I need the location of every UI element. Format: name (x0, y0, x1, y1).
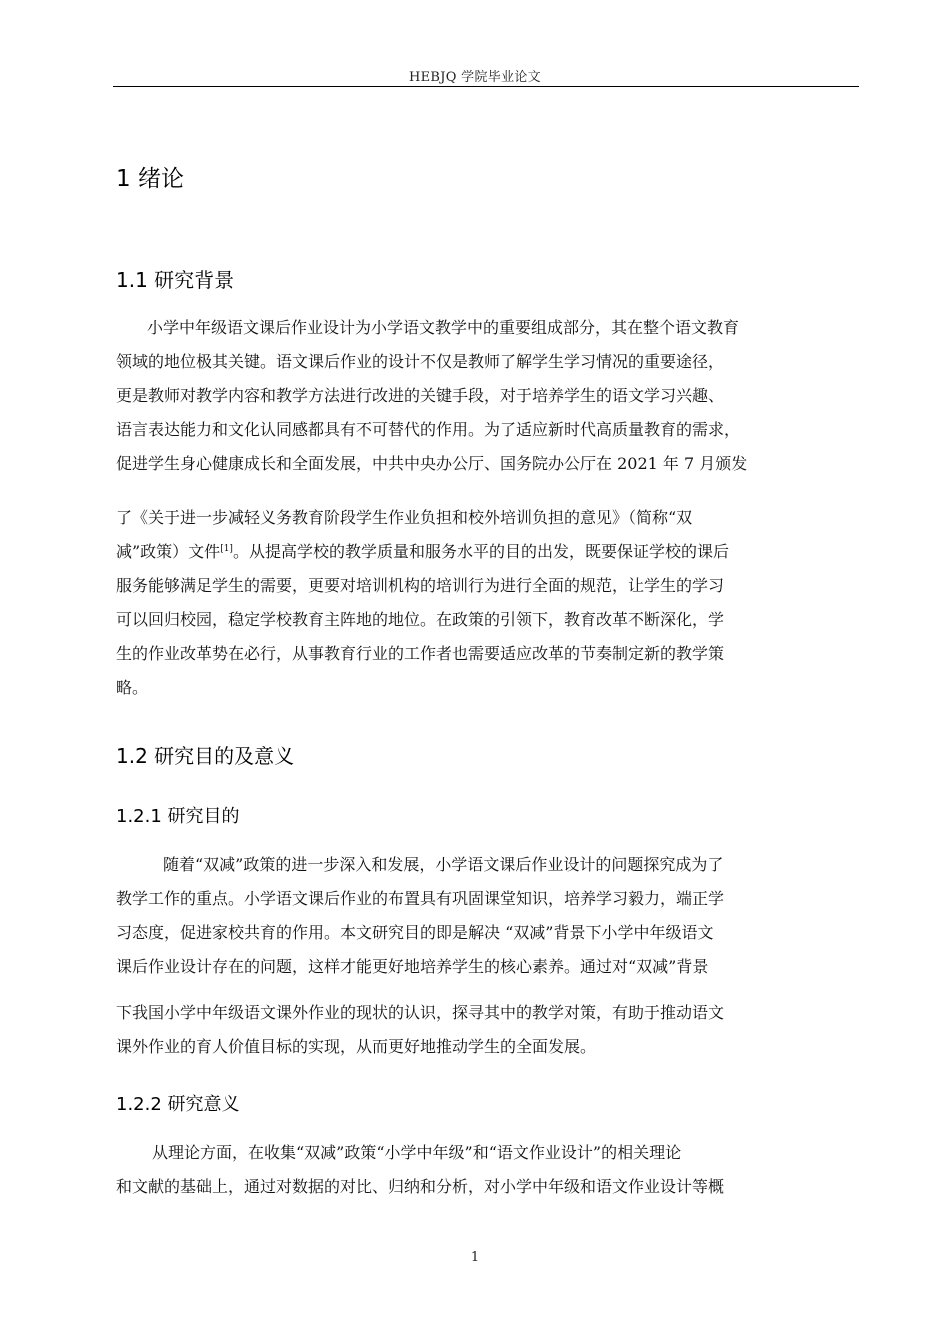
paragraph-line: 从理论方面，在收集“双减”政策“小学中年级”和“语文作业设计”的相关理论 (152, 1143, 682, 1162)
chapter-title: 1 绪论 (116, 166, 184, 192)
paragraph-line: 了《关于进一步减轻义务教育阶段学生作业负担和校外培训负担的意见》（简称“双 (116, 508, 693, 527)
paragraph-line: 教学工作的重点。小学语文课后作业的布置具有巩固课堂知识，培养学习毅力，端正学 (116, 889, 725, 908)
paragraph-line: 促进学生身心健康成长和全面发展，中共中央办公厅、国务院办公厅在 2021 年 7 月颁发 (116, 454, 748, 473)
section-title-1-2: 1.2 研究目的及意义 (116, 744, 295, 768)
paragraph-line-with-citation (116, 542, 729, 562)
paragraph-line: 下我国小学中年级语文课外作业的现状的认识，探寻其中的教学对策，有助于推动语文 (116, 1003, 725, 1022)
paragraph-line: 课后作业设计存在的问题，这样才能更好地培养学生的核心素养。通过对“双减”背景 (116, 957, 709, 976)
header-divider (113, 86, 859, 87)
paragraph-line: 随着“双减”政策的进一步深入和发展，小学语文课后作业设计的问题探究成为了 (163, 855, 724, 874)
paragraph-line: 领域的地位极其关键。语文课后作业的设计不仅是教师了解学生学习情况的重要途径， (116, 352, 725, 371)
paragraph-line: 和文献的基础上，通过对数据的对比、归纳和分析，对小学中年级和语文作业设计等概 (116, 1177, 725, 1196)
line-text: 减”政策）文件 (116, 542, 221, 561)
subsection-title-1-2-1: 1.2.1 研究目的 (116, 806, 240, 827)
section-title-1-1: 1.1 研究背景 (116, 268, 235, 292)
page-number: 1 (470, 1250, 480, 1265)
paragraph-line: 习态度，促进家校共育的作用。本文研究目的即是解决 “双减”背景下小学中年级语文 (116, 923, 714, 942)
subsection-title-1-2-2: 1.2.2 研究意义 (116, 1094, 240, 1115)
paragraph-line: 语言表达能力和文化认同感都具有不可替代的作用。为了适应新时代高质量教育的需求， (116, 420, 741, 439)
citation-marker: [1] (220, 544, 233, 554)
line-text: 。从提高学校的教学质量和服务水平的目的出发，既要保证学校的课后 (232, 542, 729, 561)
paragraph-line: 小学中年级语文课后作业设计为小学语文教学中的重要组成部分，其在整个语文教育 (147, 318, 740, 337)
paragraph-line: 课外作业的育人价值目标的实现，从而更好地推动学生的全面发展。 (116, 1037, 597, 1056)
paragraph-line: 更是教师对教学内容和教学方法进行改进的关键手段，对于培养学生的语文学习兴趣、 (116, 386, 725, 405)
paragraph-line: 略。 (116, 678, 149, 697)
paragraph-line: 生的作业改革势在必行，从事教育行业的工作者也需要适应改革的节奏制定新的教学策 (116, 644, 725, 663)
header-title: HEBJQ 学院毕业论文 (409, 70, 541, 85)
paragraph-line: 可以回归校园，稳定学校教育主阵地的地位。在政策的引领下，教育改革不断深化，学 (116, 610, 725, 629)
paragraph-line: 服务能够满足学生的需要，更要对培训机构的培训行为进行全面的规范，让学生的学习 (116, 576, 725, 595)
